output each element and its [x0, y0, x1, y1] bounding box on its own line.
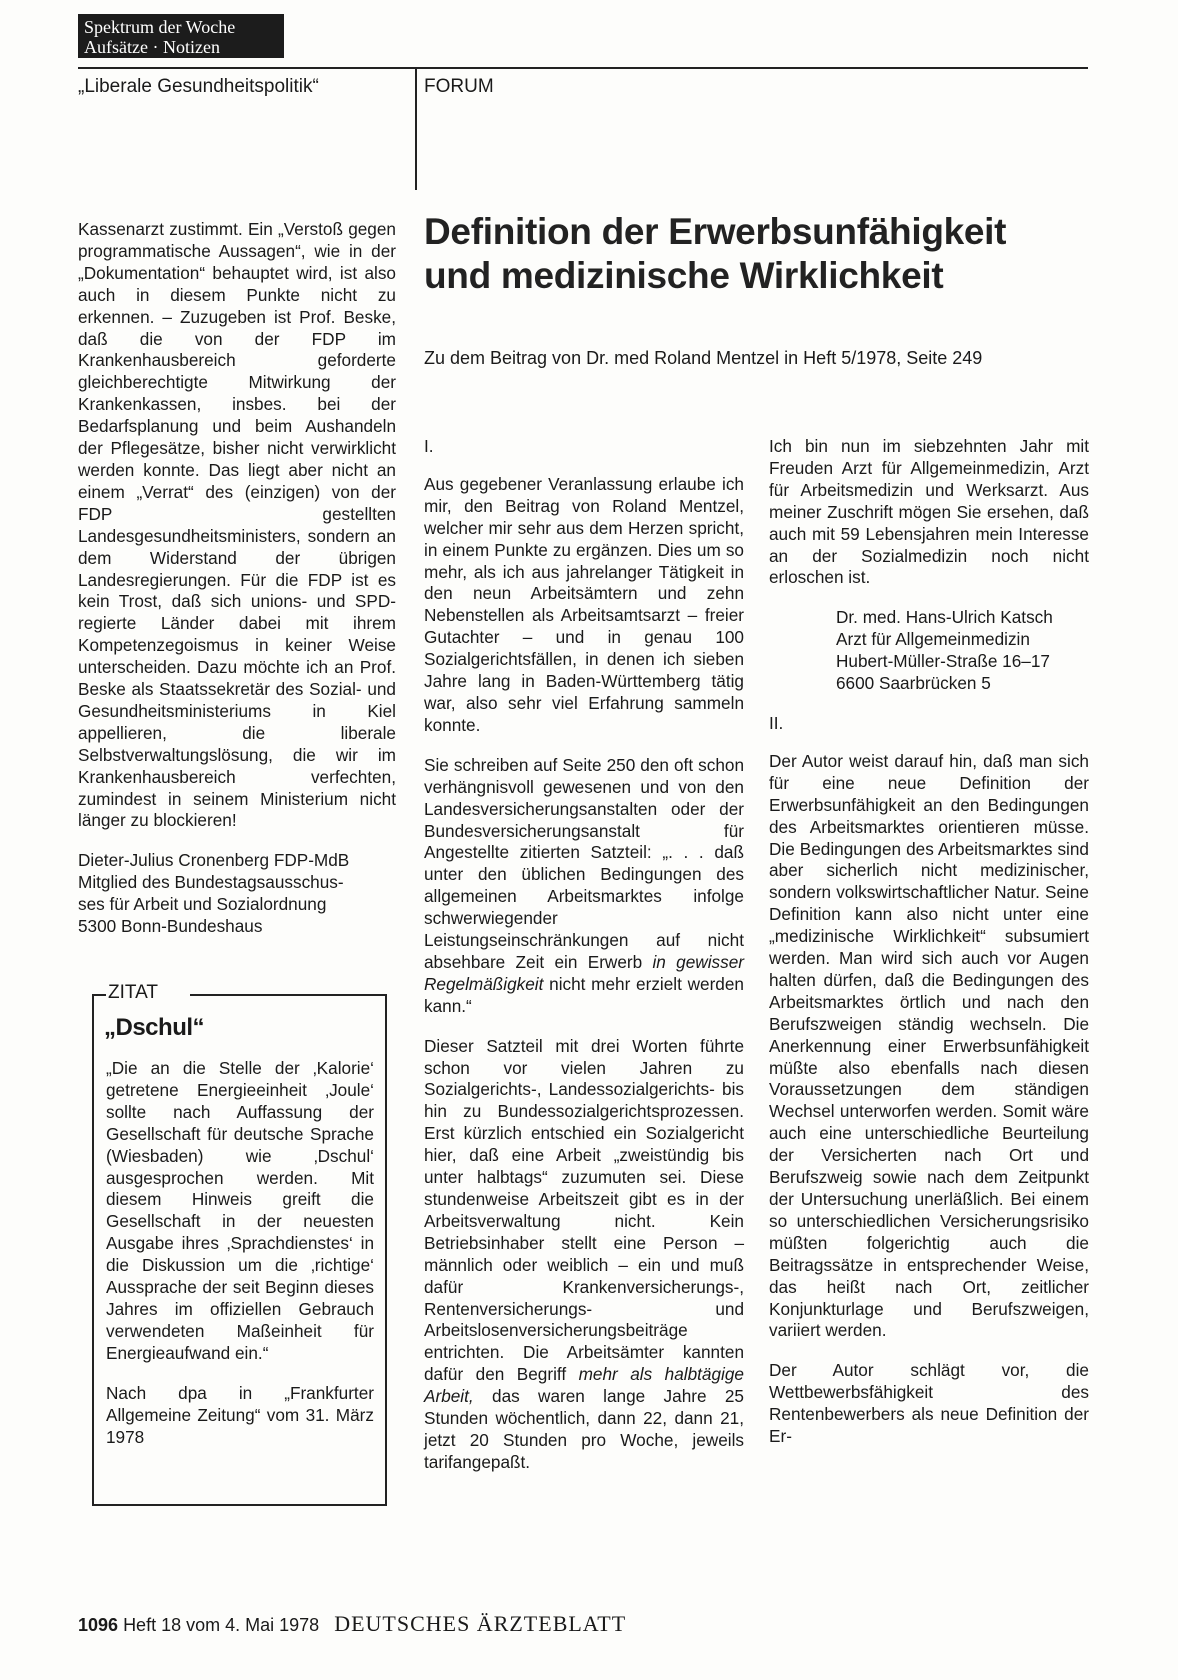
article-paragraph: Der Autor weist darauf hin, daß man sich für eine neue Definition der Erwerbsunfähigkeit an den Bedingungen des Arbeitsmarktes orientieren müsse. Die Bedingungen des Arbeitsmarktes sind aber sicherlich nicht medizinischer, sondern volkswirtschaftlicher Natur. Seine Definition kann also nicht unter eine „medizinische Wirklichkeit“ subsumiert werden. Man wird sich auch vor Augen halten dürfen, daß die Bedingungen des Arbeitsmarktes örtlich und nach den Berufszweigen ständig wechseln. Die Anerkennung einer Erwerbsunfähigkeit müßte also ebenfalls nach diesen Voraussetzungen dem ständigen Wechsel unterworfen werden. Somit wäre auch eine unterschiedliche Beurteilung der Versicherten nach Ort und Berufszweig sowie nach dem Zeitpunkt der Untersuchung unerläßlich. Bei einem so unterschiedlichen Versicherungsrisiko müßten folgerichtig auch die Beitragssätze in entsprechender Weise, das heißt nach Ort, zeitlicher Konjunkturlage und Berufszweigen, variiert werden.	[769, 750, 1089, 1341]
article-signature-line: Dr. med. Hans-Ulrich Katsch	[836, 607, 1053, 628]
article-paragraph	[424, 1036, 744, 1474]
left-paragraph: Kassenarzt zustimmt. Ein „Verstoß gegen programmatische Aussagen“, wie in der „Dokumentation“ behauptet wird, ist also auch in diesem Punkte nicht zu erkennen. – Zuzugeben ist Prof. Beske, daß die von der FDP im Krankenhausbereich geforderte gleichberechtigte Mitwirkung der Krankenkassen, insbes. bei der Bedarfsplanung und beim Aushandeln der Pflegesätze, bisher nicht verwirklicht werden konnte. Das liegt aber nicht an einem „Verrat“ des (einzigen) von der FDP gestellten Landesgesundheitsministers, sondern an dem Widerstand der übrigen Landesregierungen. Für die FDP ist es kein Trost, daß sich unions- und SPD-regierte Länder dabei mit ihrem Kompetenzegoismus in keiner Weise unterscheiden. Dazu möchte ich an Prof. Beske als Staatssekretär des Sozial- und Gesundheitsministeriums in Kiel appellieren, die liberale Selbstverwaltungslösung, die wir im Krankenhausbereich verfechten, zumindest in seinem Ministerium nicht länger zu blockieren!	[78, 219, 396, 831]
text-run: das waren lange Jahre 25 Stunden wöchentlich, dann 22, dann 21, jetzt 20 Stunden pro Woche, jeweils tarifangepaßt.	[424, 1386, 744, 1472]
article-column-middle	[424, 436, 744, 1492]
left-signature-line: Dieter-Julius Cronenberg FDP-MdB	[78, 850, 350, 871]
article-paragraph	[424, 755, 744, 1018]
top-rule	[78, 67, 1088, 69]
text-run: nicht mehr erzielt werden kann.“	[424, 973, 744, 1016]
rubric-forum: FORUM	[424, 76, 494, 97]
left-signature-line: Mitglied des Bundestagsausschus-	[78, 872, 344, 893]
text-run: Dieser Satzteil mit drei Worten führte schon vor vielen Jahren zu Sozialgerichts-, Landessozialgerichts- bis hin zu Bundessozialgerichtsprozessen. Erst kürzlich entschied ein Sozialgericht hier, daß eine Arbeit „zweistündig bis unter halbtags“ zuzumuten sei. Diese stundenweise Arbeitszeit gibt es in der Arbeitsverwaltung nicht. Kein Betriebsinhaber stellt eine Person – männlich oder weiblich – ein und muß dafür Krankenversicherungs-, Rentenversicherungs- und Arbeitslosenversicherungsbeiträge entrichten. Die Arbeitsämter kannten dafür den Begriff	[424, 1035, 744, 1385]
zitat-headline: „Dschul“	[104, 1014, 205, 1041]
section-header	[78, 14, 284, 58]
article-paragraph: Der Autor schlägt vor, die Wettbewerbsfähigkeit des Rentenbewerbers als neue Definition der Er-	[769, 1360, 1089, 1447]
emphasis: mehr als halbtägige Arbeit,	[424, 1364, 744, 1407]
emphasis: in gewisser Regelmäßigkeit	[424, 951, 744, 994]
issue-info: Heft 18 vom 4. Mai 1978	[123, 1615, 320, 1635]
article-signature-line: 6600 Saarbrücken 5	[836, 673, 991, 694]
zitat-box-top-left	[92, 994, 106, 996]
section-marker-1: I.	[424, 436, 434, 456]
article-title-line1: Definition der Erwerbsunfähigkeit	[424, 211, 1007, 252]
page-number: 1096	[78, 1615, 119, 1635]
rubric-left: „Liberale Gesundheitspolitik“	[78, 76, 319, 97]
zitat-quote: „Die an die Stelle der ‚Kalorie‘ getretene Energieeinheit ‚Joule‘ sollte nach Auffassung der Gesellschaft für deutsche Sprache (Wiesbaden) wie ‚Dschul‘ ausgesprochen werden. Mit diesem Hinweis greift die Gesellschaft in der neuesten Ausgabe ihres ‚Sprachdienstes‘ in die Diskussion um die ‚richtige‘ Aussprache der seit Beginn dieses Jahres im offiziellen Gebrauch verwendeten Maßeinheit für Energieaufwand ein.“	[106, 1058, 374, 1363]
column-rule	[415, 68, 417, 190]
section-header-line1: Spektrum der Woche	[84, 17, 236, 37]
article-signature-line: Arzt für Allgemeinmedizin	[836, 629, 1030, 650]
article-paragraph: Aus gegebener Veranlassung erlaube ich mir, den Beitrag von Roland Mentzel, welcher mir sehr aus dem Herzen spricht, in einem Punkte zu ergänzen. Dies um so mehr, als ich aus jahrelanger Tätigkeit in den neun Arbeitsämtern und zehn Nebenstellen als Arbeitsamtsarzt – freier Gutachter – und in genau 100 Sozialgerichtsfällen, in denen ich sieben Jahre lang in Baden-Württemberg tätig war, also sehr viel Erfahrung sammeln konnte.	[424, 473, 744, 735]
article-signature	[836, 607, 1089, 695]
article-title	[424, 210, 1084, 298]
left-signature-line: 5300 Bonn-Bundeshaus	[78, 916, 263, 937]
left-signature	[78, 850, 396, 938]
article-paragraph: Ich bin nun im siebzehnten Jahr mit Freuden Arzt für Allgemeinmedizin, Arzt für Arbeitsmedizin und Werksarzt. Aus meiner Zuschrift mögen Sie ersehen, daß auch mit 59 Lebensjahren mein Interesse an der Sozialmedizin noch nicht erloschen ist.	[769, 436, 1089, 588]
zitat-body	[106, 1058, 374, 1466]
left-column	[78, 219, 396, 938]
zitat-box-top-right	[190, 994, 387, 996]
zitat-label: ZITAT	[108, 982, 158, 1003]
zitat-source: Nach dpa in „Frankfurter Allgemeine Zeitung“ vom 31. März 1978	[106, 1382, 374, 1447]
left-signature-line: ses für Arbeit und Sozialordnung	[78, 894, 327, 915]
text-run: Sie schreiben auf Seite 250 den oft schon verhängnisvoll gewesenen und von den Landesversicherungsanstalten oder der Bundesversicherungsanstalt für Angestellte zitierten Satzteil: „. . . daß unter den üblichen Bedingungen des allgemeinen Arbeitsmarktes infolge schwerwiegender Leistungseinschränkungen auf nicht absehbare Zeit ein Erwerb	[424, 754, 744, 972]
article-subtitle: Zu dem Beitrag von Dr. med Roland Mentzel in Heft 5/1978, Seite 249	[424, 348, 983, 368]
article-signature-line: Hubert-Müller-Straße 16–17	[836, 651, 1050, 672]
section-marker-2: II.	[769, 712, 784, 733]
article-column-right	[769, 436, 1089, 1466]
article-title-line2: und medizinische Wirklichkeit	[424, 255, 944, 296]
publication-name: DEUTSCHES ÄRZTEBLATT	[334, 1611, 627, 1636]
page-footer	[78, 1611, 626, 1637]
section-header-line2: Aufsätze · Notizen	[84, 37, 220, 57]
